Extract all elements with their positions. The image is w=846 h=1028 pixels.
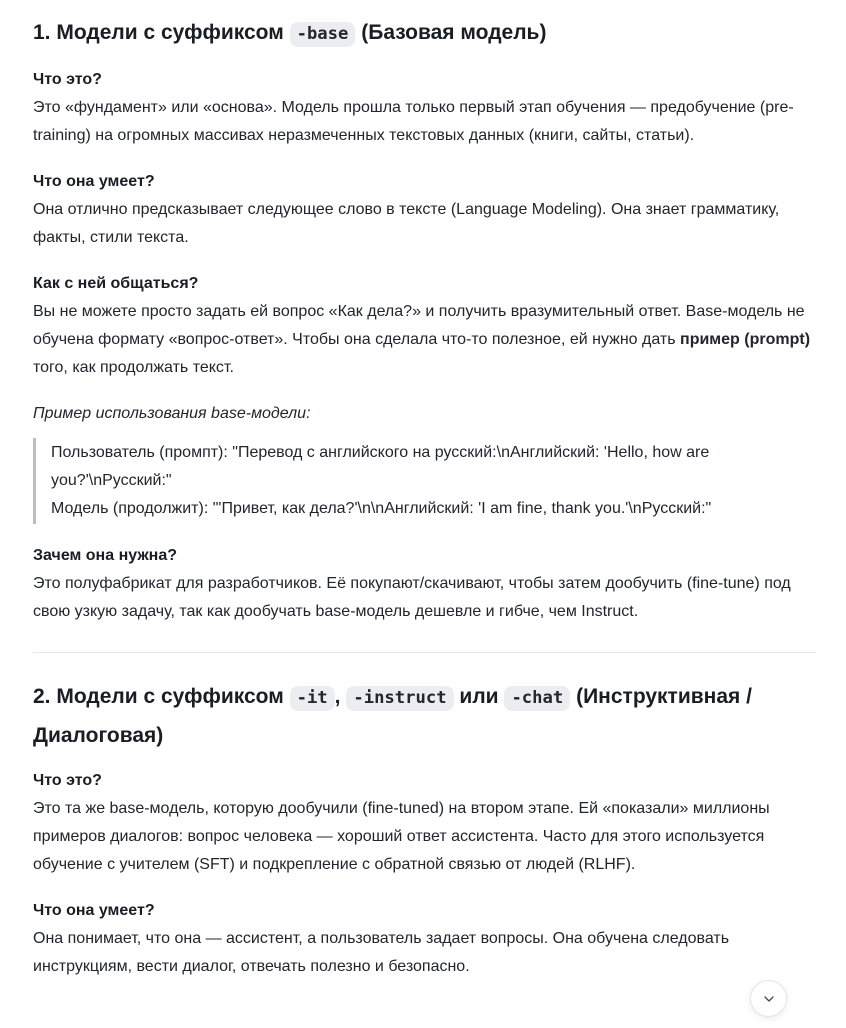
answer-bold-fragment: пример (prompt): [680, 331, 811, 348]
paragraph-what-can-it-do-2: [33, 897, 816, 981]
section-2-heading: [33, 678, 816, 754]
quote-line: Модель (продолжит): "'Привет, как дела?'\n\nАнглийский: 'I am fine, thank you.'\nРусский:": [51, 500, 712, 517]
section-2-heading-prefix: 2. Модели с суффиксом: [33, 685, 284, 708]
answer-text: Это полуфабрикат для разработчиков. Её покупают/скачивают, чтобы затем дообучить (fine-tune) под свою узкую задачу, так как дообучать base-модель дешевле и гибче, чем Instruct.: [33, 575, 791, 620]
paragraph-why-needed: [33, 542, 816, 626]
heading-separator-comma: ,: [334, 685, 341, 708]
section-1-heading-suffix: (Базовая модель): [361, 21, 547, 44]
question-label: Что это?: [33, 772, 102, 789]
answer-text: Она отлично предсказывает следующее слово в тексте (Language Modeling). Она знает грамматику, факты, стили текста.: [33, 201, 780, 246]
chevron-down-icon: [761, 991, 777, 1007]
question-label: Что она умеет?: [33, 173, 155, 190]
section-2-heading-suffix: (Инструктивная / Диалоговая): [33, 685, 752, 747]
example-blockquote: [33, 438, 816, 524]
section-1-heading-prefix: 1. Модели с суффиксом: [33, 21, 284, 44]
example-caption: [33, 400, 816, 428]
answer-text: Это «фундамент» или «основа». Модель прошла только первый этап обучения — предобучение (pre-training) на огромных массивах неразмеченных текстовых данных (книги, сайты, статьи).: [33, 99, 794, 144]
answer-text: Вы не можете просто задать ей вопрос «Как дела?» и получить вразумительный ответ. Base-модель не обучена формату «вопрос-ответ». Чтобы она сделала что-то полезное, ей нужно дать: [33, 303, 805, 348]
question-label: Что она умеет?: [33, 902, 155, 919]
inline-code-it: -it: [290, 686, 335, 711]
answer-text: Она понимает, что она — ассистент, а пользователь задает вопросы. Она обучена следовать инструкциям, вести диалог, отвечать полезно и безопасно.: [33, 930, 730, 975]
paragraph-what-can-it-do-1: [33, 168, 816, 252]
inline-code-base: -base: [290, 22, 356, 47]
paragraph-what-is-it-2: [33, 767, 816, 879]
quote-line: Пользователь (промпт): "Перевод с английского на русский:\nАнглийский: 'Hello, how are you?'\nРусский:": [51, 444, 710, 489]
section-divider: [33, 652, 816, 653]
answer-text: того, как продолжать текст.: [33, 359, 234, 376]
section-1-heading: [33, 14, 816, 53]
inline-code-instruct: -instruct: [346, 686, 453, 711]
paragraph-what-is-it-1: [33, 66, 816, 150]
question-label: Что это?: [33, 71, 102, 88]
inline-code-chat: -chat: [504, 686, 570, 711]
paragraph-how-to-talk: [33, 270, 816, 382]
example-caption-text: Пример использования base-модели:: [33, 405, 311, 422]
scroll-to-bottom-button[interactable]: [750, 980, 787, 1017]
question-label: Как с ней общаться?: [33, 275, 199, 292]
heading-separator-or: или: [459, 685, 499, 708]
question-label: Зачем она нужна?: [33, 547, 177, 564]
answer-text: Это та же base-модель, которую дообучили (fine-tuned) на втором этапе. Ей «показали» миллионы примеров диалогов: вопрос человека — хороший ответ ассистента. Часто для этого используется обучение с учителем (SFT) и подкрепление с обратной связью от людей (RLHF).: [33, 800, 770, 873]
